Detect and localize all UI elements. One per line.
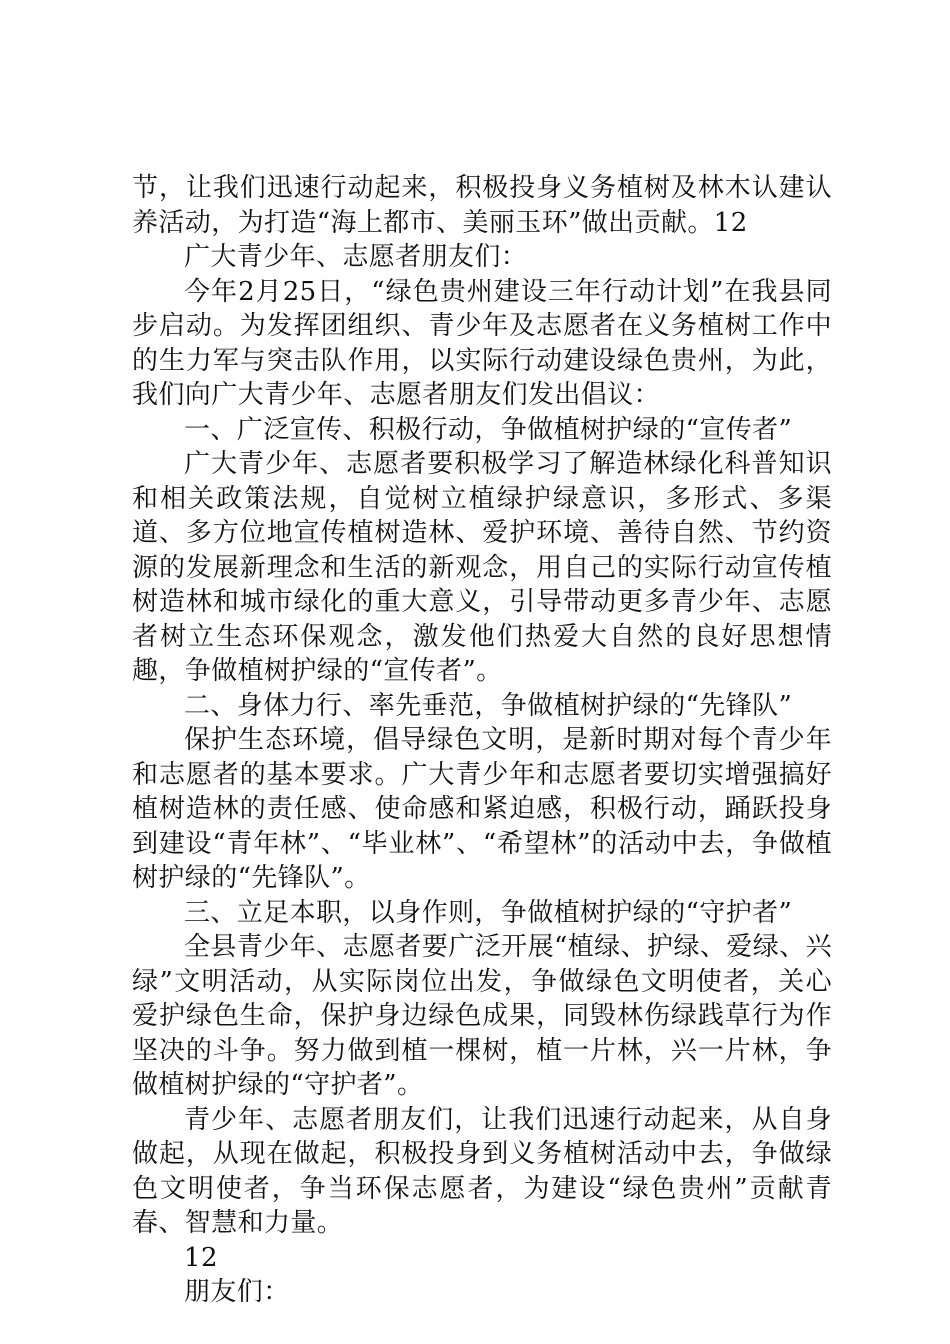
paragraph-section-3: 全县青少年、志愿者要广泛开展“植绿、护绿、爱绿、兴绿”文明活动，从实际岗位出发，争做绿色文明使者，关心爱护绿色生命，保护身边绿色成果，同毁林伤绿践草行为作坚决的斗争。努力做到植一棵树，植一片林，兴一片林，争做植树护绿的“守护者”。 [132,932,832,1100]
heading-3: 三、立足本职，以身作则，争做植树护绿的“守护者” [184,897,793,928]
paragraph-closing: 青少年、志愿者朋友们，让我们迅速行动起来，从自身做起，从现在做起，积极投身到义务植树活动中去，争做绿色文明使者，争当环保志愿者，为建设“绿色贵州”贡献青春、智慧和力量。 [132,1104,832,1238]
heading-2: 二、身体力行、率先垂范，争做植树护绿的“先锋队” [184,690,793,721]
section-number: 12 [184,1242,218,1273]
heading-1: 一、广泛宣传、积极行动，争做植树护绿的“宣传者” [184,414,793,445]
document-body [132,171,832,1310]
paragraph-1: 节，让我们迅速行动起来，积极投身义务植树及林木认建认养活动，为打造“海上都市、美丽玉环”做出贡献。12 [132,173,832,238]
paragraph-intro: 今年2月25日，“绿色贵州建设三年行动计划”在我县同步启动。为发挥团组织、青少年及志愿者在义务植树工作中的生力军与突击队作用，以实际行动建设绿色贵州，为此，我们向广大青少年、志愿者朋友们发出倡议： [132,276,832,410]
salutation: 广大青少年、志愿者朋友们： [184,242,528,272]
paragraph-section-2: 保护生态环境，倡导绿色文明，是新时期对每个青少年和志愿者的基本要求。广大青少年和志愿者要切实增强搞好植树造林的责任感、使命感和紧迫感，积极行动，踊跃投身到建设“青年林”、“毕业林”、“希望林”的活动中去，争做植树护绿的“先锋队”。 [132,725,832,893]
paragraph-section-1: 广大青少年、志愿者要积极学习了解造林绿化科普知识和相关政策法规，自觉树立植绿护绿意识，多形式、多渠道、多方位地宣传植树造林、爱护环境、善待自然、节约资源的发展新理念和生活的新观念，用自己的实际行动宣传植树造林和城市绿化的重大意义，引导带动更多青少年、志愿者树立生态环保观念，激发他们热爱大自然的良好思想情趣，争做植树护绿的“宣传者”。 [132,449,832,686]
salutation-2: 朋友们： [184,1277,290,1307]
